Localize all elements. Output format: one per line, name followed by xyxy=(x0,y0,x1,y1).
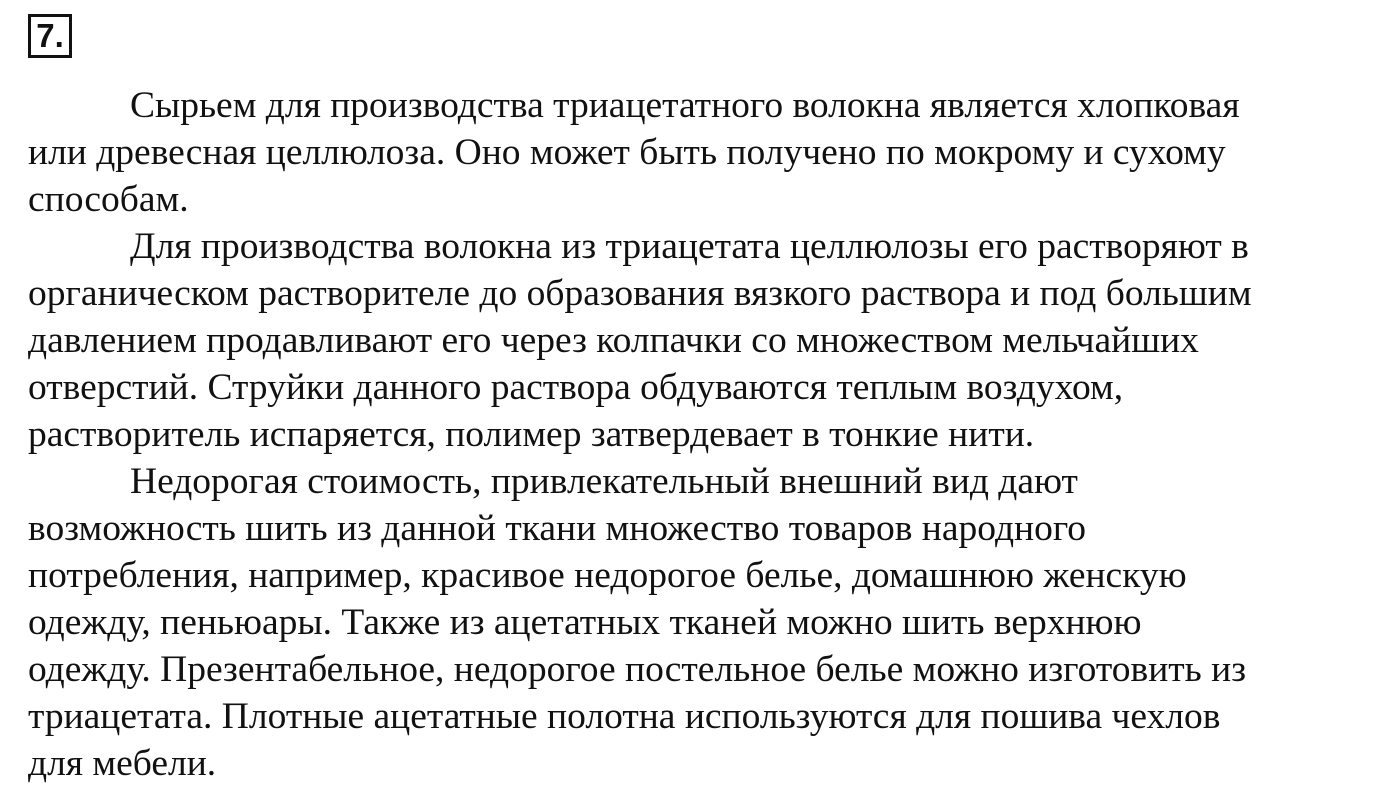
text-line: органическом растворителе до образования вязкого раствора и под большим xyxy=(28,273,1252,314)
text-line: способам. xyxy=(28,179,189,220)
paragraph-3 xyxy=(28,458,1378,787)
paragraph-1 xyxy=(28,82,1378,223)
text-line: растворитель испаряется, полимер затвердевает в тонкие нити. xyxy=(28,414,1035,455)
text-line: Сырьем для производства триацетатного волокна является хлопковая xyxy=(130,85,1240,126)
text-line: Недорогая стоимость, привлекательный внешний вид дают xyxy=(130,461,1078,502)
task-number-box: 7. xyxy=(28,14,72,58)
text-line: для мебели. xyxy=(28,743,217,784)
text-line: возможность шить из данной ткани множество товаров народного xyxy=(28,508,1087,549)
text-line: одежду, пеньюары. Также из ацетатных тканей можно шить верхнюю xyxy=(28,602,1142,643)
paragraph-2 xyxy=(28,223,1378,458)
text-line: отверстий. Струйки данного раствора обдуваются теплым воздухом, xyxy=(28,367,1124,408)
text-line: Для производства волокна из триацетата целлюлозы его растворяют в xyxy=(130,226,1249,267)
text-line: одежду. Презентабельное, недорогое постельное белье можно изготовить из xyxy=(28,649,1247,690)
text-line: потребления, например, красивое недорогое белье, домашнюю женскую xyxy=(28,555,1187,596)
text-line: триацетата. Плотные ацетатные полотна используются для пошива чехлов xyxy=(28,696,1221,737)
text-line: давлением продавливают его через колпачки со множеством мельчайших xyxy=(28,320,1199,361)
text-body xyxy=(28,82,1378,787)
text-line: или древесная целлюлоза. Оно может быть получено по мокрому и сухому xyxy=(28,132,1226,173)
